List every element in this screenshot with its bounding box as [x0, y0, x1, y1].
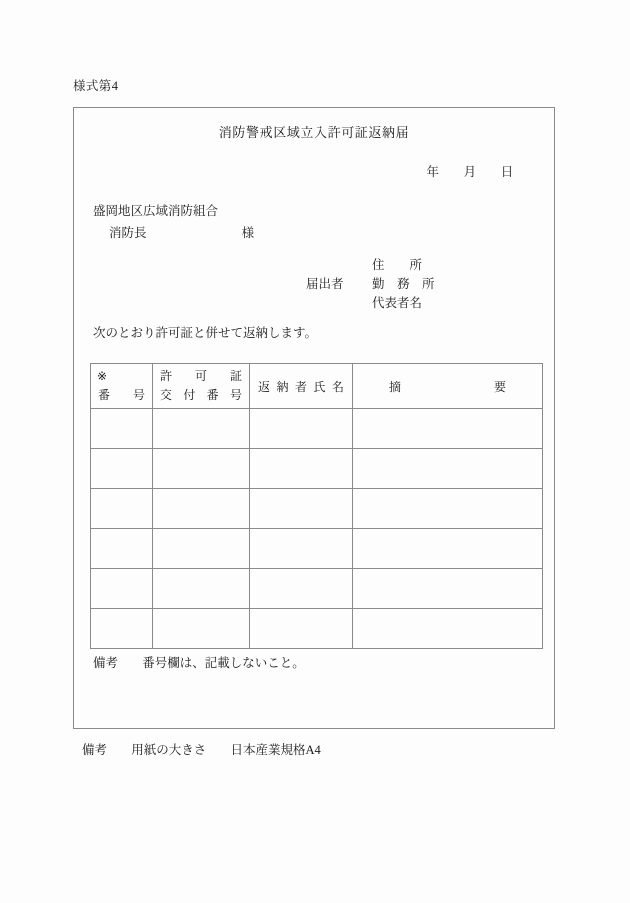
- cell-remarks[interactable]: [353, 609, 543, 649]
- paper-size-note: [82, 740, 321, 758]
- returner-char5: 名: [331, 379, 344, 394]
- outer-note-part1: 用紙の大きさ: [131, 743, 207, 757]
- return-record-table: [90, 363, 543, 649]
- inner-note-text: 番号欄は、記載しないこと。: [142, 656, 305, 670]
- column-header-permit-char1: 許: [160, 369, 173, 383]
- submitter-representative-label: 代表者名: [372, 296, 423, 310]
- addressee-organization: 盛岡地区広域消防組合: [93, 204, 219, 218]
- cell-permit-number[interactable]: [153, 609, 250, 649]
- cell-permit-number[interactable]: [153, 449, 250, 489]
- submitter-block: [306, 256, 435, 313]
- table-row: [91, 489, 543, 529]
- cell-remarks[interactable]: [353, 449, 543, 489]
- submitter-workplace-label: 勤 務 所: [372, 277, 435, 291]
- cell-returner-name[interactable]: [250, 609, 353, 649]
- cell-remarks[interactable]: [353, 569, 543, 609]
- table-header: [91, 364, 543, 409]
- date-day-label: 日: [500, 165, 514, 179]
- outer-note-part2: 日本産業規格A4: [230, 743, 321, 757]
- date-line: [416, 162, 524, 180]
- cell-permit-number[interactable]: [153, 409, 250, 449]
- submitter-address-row: [306, 256, 435, 275]
- addressee-position: 消防長: [109, 226, 147, 240]
- submitter-workplace-row: [306, 275, 435, 294]
- addressee-block: [93, 200, 254, 244]
- returner-char4: 氏: [313, 379, 326, 394]
- table-body: [91, 409, 543, 649]
- column-header-remarks-line1: 摘: [389, 379, 402, 394]
- column-header-permit-char3: 証: [229, 369, 242, 383]
- submitter-label: 届出者: [306, 277, 344, 291]
- cell-number[interactable]: [91, 409, 153, 449]
- cell-number[interactable]: [91, 489, 153, 529]
- returner-char3: 者: [294, 379, 307, 394]
- column-header-issue-char4: 号: [229, 388, 242, 402]
- addressee-honorific: 様: [241, 226, 255, 240]
- submitter-representative-row: [306, 294, 435, 313]
- table-header-row: [91, 364, 543, 409]
- column-header-permit-number: [153, 364, 250, 409]
- cell-remarks[interactable]: [353, 489, 543, 529]
- addressee-position-row: [93, 222, 254, 244]
- cell-returner-name[interactable]: [250, 409, 353, 449]
- returner-char2: 納: [276, 379, 289, 394]
- column-header-issue-char1: 交: [160, 388, 173, 402]
- column-header-issue-char3: 番: [206, 388, 219, 402]
- table-row: [91, 609, 543, 649]
- column-header-issue-char2: 付: [183, 388, 196, 402]
- date-year-label: 年: [426, 165, 439, 179]
- cell-remarks[interactable]: [353, 529, 543, 569]
- cell-permit-number[interactable]: [153, 489, 250, 529]
- table-row: [91, 569, 543, 609]
- column-header-number-line1: ※: [97, 369, 108, 383]
- form-number: 様式第4: [73, 79, 119, 93]
- table-row: [91, 449, 543, 489]
- inner-note: [93, 653, 305, 671]
- cell-number[interactable]: [91, 449, 153, 489]
- inner-note-label: 備考: [93, 656, 119, 670]
- returner-char1: 返: [258, 379, 271, 394]
- cell-permit-number[interactable]: [153, 529, 250, 569]
- cell-returner-name[interactable]: [250, 529, 353, 569]
- column-header-remarks-line2: 要: [493, 379, 506, 394]
- cell-remarks[interactable]: [353, 409, 543, 449]
- column-header-permit-char2: 可: [194, 369, 207, 383]
- cell-returner-name[interactable]: [250, 489, 353, 529]
- cell-returner-name[interactable]: [250, 449, 353, 489]
- table-row: [91, 529, 543, 569]
- document-title: 消防警戒区域立入許可証返納届: [218, 125, 410, 140]
- cell-permit-number[interactable]: [153, 569, 250, 609]
- column-header-remarks: [353, 364, 543, 409]
- outer-note-label: 備考: [82, 743, 108, 757]
- cell-returner-name[interactable]: [250, 569, 353, 609]
- date-month-label: 月: [463, 165, 477, 179]
- column-header-number-char1: 番: [98, 388, 111, 402]
- cell-number[interactable]: [91, 569, 153, 609]
- column-header-number: [91, 364, 153, 409]
- cell-number[interactable]: [91, 529, 153, 569]
- submitter-address-label: 住 所: [372, 258, 423, 272]
- document-frame: [73, 107, 555, 729]
- column-header-number-char2: 号: [132, 388, 145, 402]
- column-header-returner-name: [250, 364, 353, 409]
- table-row: [91, 409, 543, 449]
- lead-sentence: 次のとおり許可証と併せて返納します。: [93, 326, 318, 340]
- cell-number[interactable]: [91, 609, 153, 649]
